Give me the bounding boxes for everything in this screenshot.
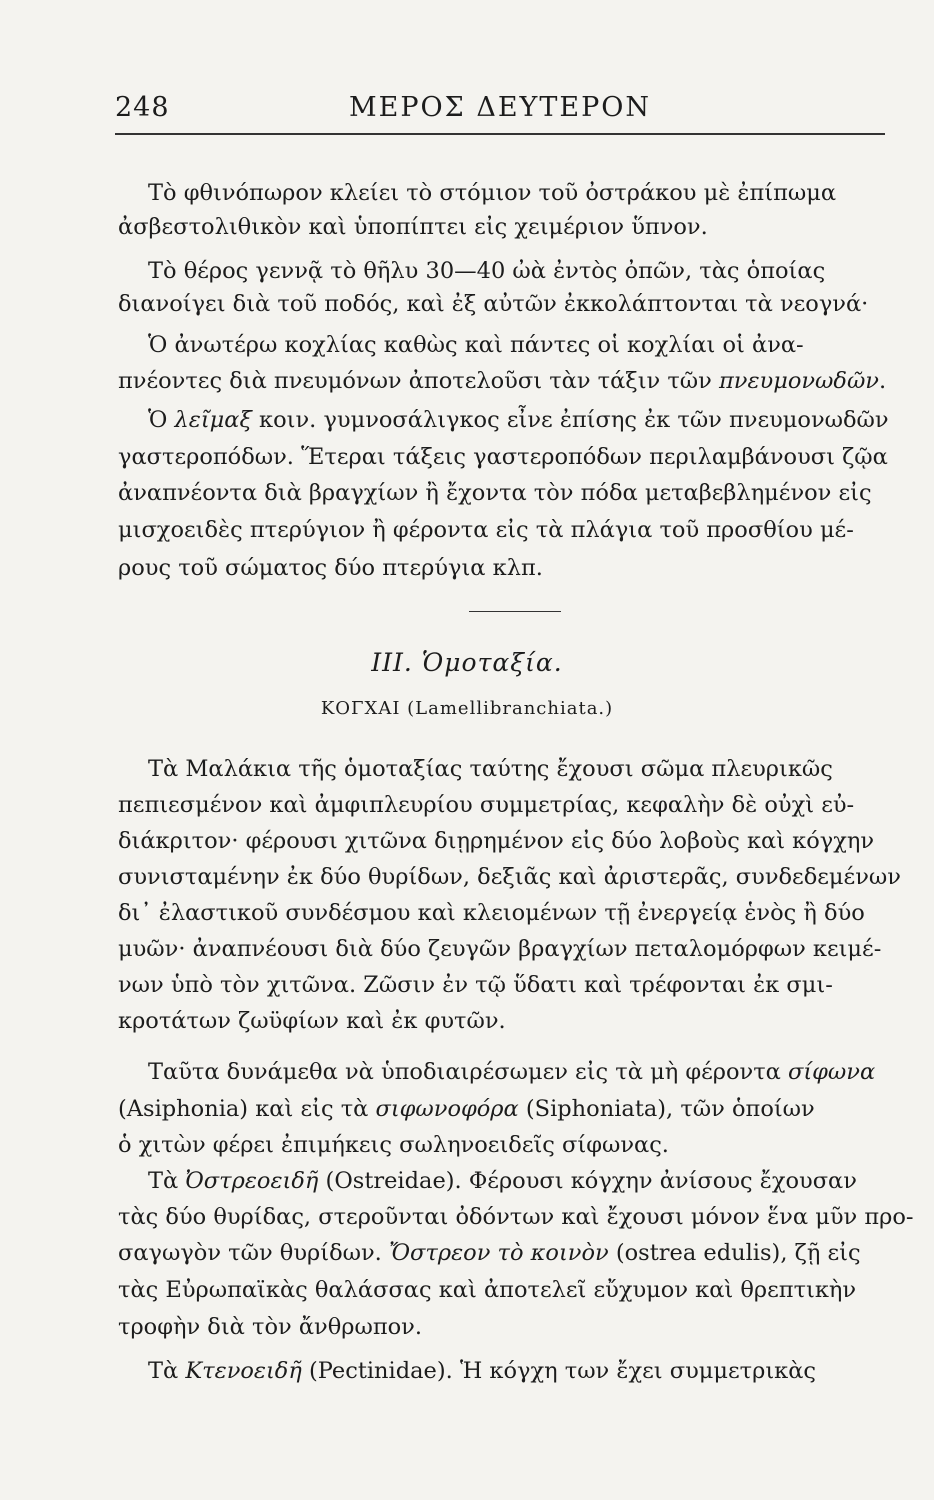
section-separator	[469, 611, 561, 612]
text-line: γαστεροπόδων. Ἕτεραι τάξεις γαστεροπόδων περιλαμβάνουσι ζῷα	[118, 444, 888, 470]
text-line	[118, 1238, 888, 1268]
header-rule	[115, 133, 885, 135]
text-line: μισχοειδὲς πτερύγιον ἢ φέροντα εἰς τὰ πλάγια τοῦ προσθίου μέ-	[118, 517, 854, 543]
text-line: τροφὴν διὰ τὸν ἄνθρωπον.	[118, 1314, 422, 1340]
text-line: κροτάτων ζωϋφίων καὶ ἐκ φυτῶν.	[118, 1008, 506, 1034]
text-line	[148, 405, 918, 435]
text-line: Ὁ ἀνωτέρω κοχλίας καθὼς καὶ πάντες οἱ κοχλίαι οἱ ἀνα-	[148, 332, 804, 358]
text-run: (Ostreidae). Φέρουσι κόγχην ἀνίσους ἔχουσαν	[318, 1168, 857, 1194]
text-run: Ταῦτα δυνάμεθα νὰ ὑποδιαιρέσωμεν εἰς τὰ μὴ φέροντα	[148, 1059, 788, 1085]
text-line: Τὸ θέρος γεννᾷ τὸ θῆλυ 30—40 ὠὰ ἐντὸς ὀπῶν, τὰς ὁποίας	[148, 258, 826, 284]
text-line: ἀναπνέοντα διὰ βραγχίων ἢ ἔχοντα τὸν πόδα μεταβεβλημένον εἰς	[118, 480, 872, 506]
section-heading: ΙΙΙ. Ὁμοταξία.	[371, 648, 563, 677]
text-run: Ὁ	[148, 407, 175, 433]
italic-term: πνευμονωδῶν	[718, 368, 879, 394]
text-run: (Asiphonia) καὶ εἰς τὰ	[118, 1096, 376, 1122]
text-line	[118, 1094, 888, 1124]
text-line: τὰς δύο θυρίδας, στεροῦνται ὀδόντων καὶ ἔχουσι μόνον ἕνα μῦν προ-	[118, 1204, 914, 1230]
text-line: συνισταμένην ἐκ δύο θυρίδων, δεξιᾶς καὶ ἀριστερᾶς, συνδεδεμένων	[118, 864, 901, 890]
text-line: ρους τοῦ σώματος δύο πτερύγια κλπ.	[118, 555, 543, 581]
text-line	[148, 1057, 918, 1087]
text-run: .	[878, 368, 887, 394]
text-line: Τὰ Μαλάκια τῆς ὁμοταξίας ταύτης ἔχουσι σῶμα πλευρικῶς	[148, 756, 833, 782]
text-line: Τὸ φθινόπωρον κλείει τὸ στόμιον τοῦ ὀστράκου μὲ ἐπίπωμα	[148, 180, 837, 206]
text-line	[118, 366, 888, 396]
text-line: μυῶν· ἀναπνέουσι διὰ δύο ζευγῶν βραγχίων πεταλομόρφων κειμέ-	[118, 936, 882, 962]
section-subheading: ΚΟΓΧΑΙ (Lamellibranchiata.)	[320, 698, 614, 719]
text-line: ἀσβεστολιθικὸν καὶ ὑποπίπτει εἰς χειμέριον ὕπνον.	[118, 214, 708, 240]
text-run: πνέοντες διὰ πνευμόνων ἀποτελοῦσι τὰν τάξιν τῶν	[118, 368, 719, 394]
italic-term: λεῖμαξ	[174, 407, 252, 433]
italic-term: σίφωνα	[788, 1059, 876, 1085]
text-line: διανοίγει διὰ τοῦ ποδός, καὶ ἐξ αὐτῶν ἐκκολάπτονται τὰ νεογνά·	[118, 291, 869, 317]
italic-term: Κτενοειδῆ	[185, 1358, 302, 1384]
text-run: Τὰ	[148, 1168, 186, 1194]
text-run: (Pectinidae). Ἡ κόγχη των ἔχει συμμετρικὰς	[301, 1358, 817, 1384]
italic-term: Ὄστρεον τὸ κοινὸν	[388, 1240, 609, 1266]
text-run: (ostrea edulis), ζῇ εἰς	[608, 1240, 861, 1266]
italic-term: σιφωνοφόρα	[375, 1096, 519, 1122]
italic-term: Ὀστρεοειδῆ	[185, 1168, 319, 1194]
text-run: κοιν. γυμνοσάλιγκος εἶνε ἐπίσης ἐκ τῶν πνευμονωδῶν	[251, 407, 889, 433]
running-head	[115, 92, 885, 132]
text-line: τὰς Εὐρωπαϊκὰς θαλάσσας καὶ ἀποτελεῖ εὔχυμον καὶ θρεπτικὴν	[118, 1277, 857, 1303]
text-run: (Siphoniata), τῶν ὁποίων	[518, 1096, 815, 1122]
text-run: σαγωγὸν τῶν θυρίδων.	[118, 1240, 389, 1266]
text-line	[148, 1356, 918, 1386]
text-line: ὁ χιτὼν φέρει ἐπιμήκεις σωληνοειδεῖς σίφωνας.	[118, 1132, 669, 1158]
page-number: 248	[115, 92, 170, 123]
text-run: Τὰ	[148, 1358, 186, 1384]
part-title: ΜΕΡΟΣ ΔΕΥΤΕΡΟΝ	[348, 92, 651, 123]
text-line: πεπιεσμένον καὶ ἀμφιπλευρίου συμμετρίας, κεφαλὴν δὲ οὐχὶ εὐ-	[118, 792, 855, 818]
text-line: διάκριτον· φέρουσι χιτῶνα διῃρημένον εἰς δύο λοβοὺς καὶ κόγχην	[118, 828, 875, 854]
text-line: νων ὑπὸ τὸν χιτῶνα. Ζῶσιν ἐν τῷ ὕδατι καὶ τρέφονται ἐκ σμι-	[118, 972, 833, 998]
text-line	[148, 1166, 918, 1196]
text-line: δι᾽ ἐλαστικοῦ συνδέσμου καὶ κλειομένων τῇ ἐνεργείᾳ ἑνὸς ἢ δύο	[118, 900, 865, 926]
